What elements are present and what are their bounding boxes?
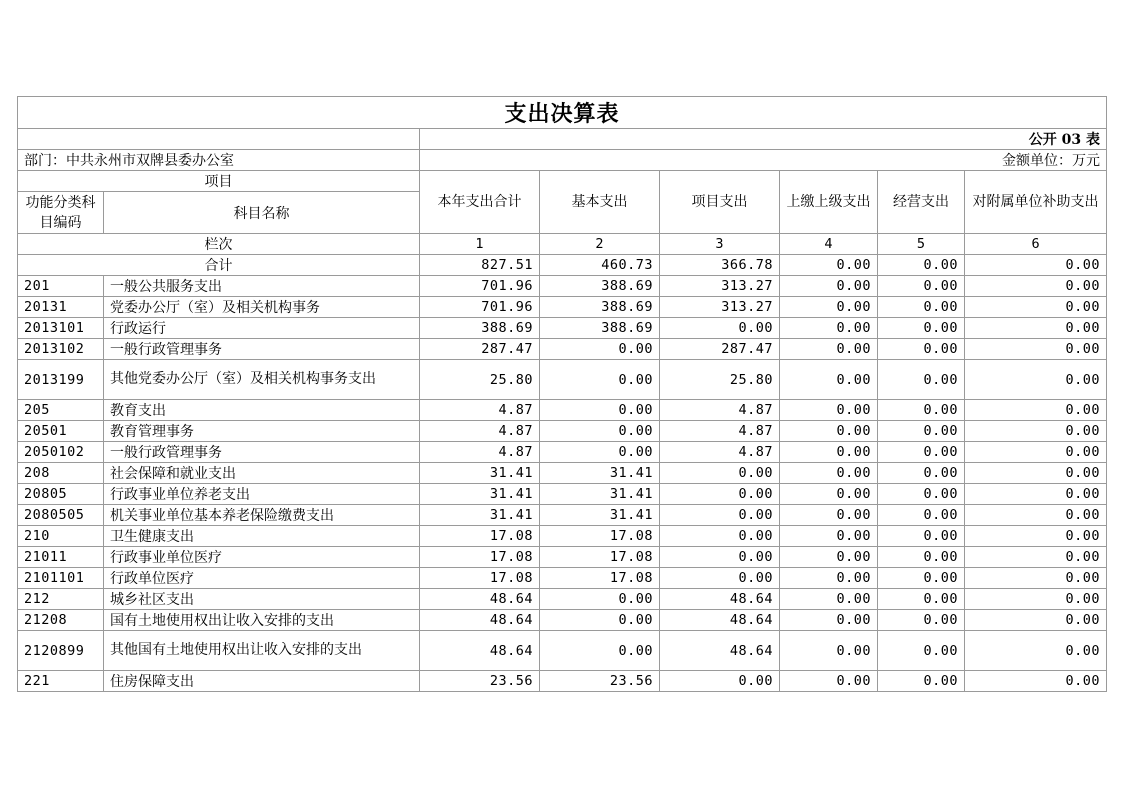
row-value: 0.00 — [660, 318, 780, 339]
row-code: 21011 — [18, 547, 104, 568]
col-number: 5 — [878, 234, 965, 255]
row-value: 31.41 — [540, 484, 660, 505]
row-code: 2120899 — [18, 631, 104, 671]
row-value: 0.00 — [780, 463, 878, 484]
row-value: 0.00 — [878, 526, 965, 547]
table-row — [18, 463, 1107, 484]
row-value: 287.47 — [660, 339, 780, 360]
row-name: 城乡社区支出 — [104, 589, 420, 610]
row-value: 0.00 — [540, 400, 660, 421]
row-value: 0.00 — [780, 589, 878, 610]
row-value: 0.00 — [965, 421, 1107, 442]
total-value: 0.00 — [878, 255, 965, 276]
row-value: 0.00 — [965, 547, 1107, 568]
row-value: 31.41 — [540, 463, 660, 484]
header-total: 本年支出合计 — [420, 171, 540, 234]
table-row — [18, 360, 1107, 400]
row-value: 0.00 — [878, 671, 965, 692]
row-name: 教育支出 — [104, 400, 420, 421]
row-value: 0.00 — [965, 568, 1107, 589]
row-value: 31.41 — [420, 505, 540, 526]
table-row — [18, 339, 1107, 360]
totals-label: 合计 — [18, 255, 420, 276]
row-name: 行政事业单位医疗 — [104, 547, 420, 568]
row-value: 0.00 — [878, 276, 965, 297]
row-value: 0.00 — [878, 631, 965, 671]
row-name: 住房保障支出 — [104, 671, 420, 692]
row-value: 4.87 — [420, 421, 540, 442]
table-row — [18, 631, 1107, 671]
row-value: 17.08 — [540, 526, 660, 547]
row-value: 313.27 — [660, 297, 780, 318]
row-code: 2013102 — [18, 339, 104, 360]
table-row — [18, 547, 1107, 568]
row-value: 0.00 — [540, 442, 660, 463]
row-value: 0.00 — [780, 484, 878, 505]
col-number: 1 — [420, 234, 540, 255]
row-value: 0.00 — [878, 547, 965, 568]
row-value: 0.00 — [878, 610, 965, 631]
header-subject-name: 科目名称 — [104, 192, 420, 234]
row-value: 0.00 — [780, 442, 878, 463]
row-value: 0.00 — [965, 339, 1107, 360]
row-value: 0.00 — [780, 400, 878, 421]
row-value: 25.80 — [660, 360, 780, 400]
row-value: 0.00 — [965, 360, 1107, 400]
row-value: 0.00 — [660, 547, 780, 568]
form-number: 公开 03 表 — [420, 129, 1107, 150]
expenditure-table — [17, 96, 1107, 692]
row-value: 0.00 — [878, 442, 965, 463]
table-row — [18, 421, 1107, 442]
header-basic: 基本支出 — [540, 171, 660, 234]
row-value: 0.00 — [965, 463, 1107, 484]
row-name: 其他国有土地使用权出让收入安排的支出 — [104, 631, 420, 671]
table-row — [18, 589, 1107, 610]
row-value: 0.00 — [660, 484, 780, 505]
form-no-row — [18, 129, 1107, 150]
col-number: 2 — [540, 234, 660, 255]
row-value: 0.00 — [965, 442, 1107, 463]
total-value: 0.00 — [780, 255, 878, 276]
row-value: 23.56 — [540, 671, 660, 692]
row-value: 17.08 — [420, 547, 540, 568]
row-value: 0.00 — [780, 568, 878, 589]
row-value: 48.64 — [660, 631, 780, 671]
column-index-row — [18, 234, 1107, 255]
row-value: 0.00 — [540, 421, 660, 442]
row-name: 教育管理事务 — [104, 421, 420, 442]
row-value: 0.00 — [780, 421, 878, 442]
row-value: 388.69 — [540, 318, 660, 339]
title-row — [18, 97, 1107, 129]
col-number: 4 — [780, 234, 878, 255]
row-value: 48.64 — [660, 610, 780, 631]
header-func-code: 功能分类科目编码 — [18, 192, 104, 234]
total-value: 827.51 — [420, 255, 540, 276]
row-value: 0.00 — [965, 484, 1107, 505]
row-name: 一般公共服务支出 — [104, 276, 420, 297]
row-code: 2013101 — [18, 318, 104, 339]
row-value: 0.00 — [965, 318, 1107, 339]
row-value: 0.00 — [540, 631, 660, 671]
row-value: 48.64 — [420, 610, 540, 631]
row-value: 0.00 — [780, 505, 878, 526]
row-value: 0.00 — [660, 526, 780, 547]
row-value: 0.00 — [780, 610, 878, 631]
row-value: 313.27 — [660, 276, 780, 297]
row-value: 0.00 — [878, 568, 965, 589]
row-code: 2050102 — [18, 442, 104, 463]
table-row — [18, 276, 1107, 297]
row-value: 0.00 — [540, 360, 660, 400]
row-value: 0.00 — [965, 297, 1107, 318]
row-value: 0.00 — [660, 568, 780, 589]
table-row — [18, 526, 1107, 547]
row-value: 0.00 — [780, 360, 878, 400]
row-value: 0.00 — [965, 505, 1107, 526]
row-name: 一般行政管理事务 — [104, 442, 420, 463]
row-value: 4.87 — [420, 400, 540, 421]
table-row — [18, 610, 1107, 631]
row-value: 388.69 — [540, 297, 660, 318]
row-value: 0.00 — [660, 463, 780, 484]
row-code: 212 — [18, 589, 104, 610]
row-value: 0.00 — [540, 610, 660, 631]
row-value: 23.56 — [420, 671, 540, 692]
row-value: 0.00 — [660, 671, 780, 692]
table-row — [18, 671, 1107, 692]
totals-row — [18, 255, 1107, 276]
header-business: 经营支出 — [878, 171, 965, 234]
header-upper: 上缴上级支出 — [780, 171, 878, 234]
row-value: 287.47 — [420, 339, 540, 360]
row-value: 0.00 — [878, 505, 965, 526]
row-code: 201 — [18, 276, 104, 297]
row-name: 行政单位医疗 — [104, 568, 420, 589]
row-value: 0.00 — [780, 671, 878, 692]
row-value: 25.80 — [420, 360, 540, 400]
col-number: 3 — [660, 234, 780, 255]
row-value: 4.87 — [660, 400, 780, 421]
row-value: 0.00 — [540, 589, 660, 610]
row-code: 2080505 — [18, 505, 104, 526]
row-code: 2013199 — [18, 360, 104, 400]
row-value: 0.00 — [965, 671, 1107, 692]
row-code: 21208 — [18, 610, 104, 631]
header-subsidy: 对附属单位补助支出 — [965, 171, 1107, 234]
row-name: 卫生健康支出 — [104, 526, 420, 547]
row-name: 行政运行 — [104, 318, 420, 339]
row-value: 0.00 — [780, 547, 878, 568]
row-value: 0.00 — [965, 526, 1107, 547]
row-code: 20805 — [18, 484, 104, 505]
header-item: 项目 — [18, 171, 420, 192]
total-value: 0.00 — [965, 255, 1107, 276]
table-title: 支出决算表 — [18, 97, 1107, 129]
row-value: 0.00 — [965, 589, 1107, 610]
row-value: 48.64 — [660, 589, 780, 610]
header-row-1 — [18, 171, 1107, 192]
table-row — [18, 568, 1107, 589]
row-value: 17.08 — [420, 526, 540, 547]
header-project: 项目支出 — [660, 171, 780, 234]
row-name: 党委办公厅（室）及相关机构事务 — [104, 297, 420, 318]
row-value: 388.69 — [420, 318, 540, 339]
row-name: 行政事业单位养老支出 — [104, 484, 420, 505]
row-value: 17.08 — [540, 568, 660, 589]
row-value: 31.41 — [420, 463, 540, 484]
row-value: 0.00 — [878, 463, 965, 484]
row-value: 0.00 — [878, 297, 965, 318]
total-value: 460.73 — [540, 255, 660, 276]
row-value: 0.00 — [540, 339, 660, 360]
row-value: 4.87 — [420, 442, 540, 463]
row-name: 社会保障和就业支出 — [104, 463, 420, 484]
row-value: 388.69 — [540, 276, 660, 297]
row-value: 0.00 — [780, 339, 878, 360]
row-value: 701.96 — [420, 297, 540, 318]
table-row — [18, 297, 1107, 318]
col-number: 6 — [965, 234, 1107, 255]
row-value: 0.00 — [878, 318, 965, 339]
row-value: 0.00 — [965, 610, 1107, 631]
table-row — [18, 400, 1107, 421]
row-value: 0.00 — [965, 276, 1107, 297]
row-code: 210 — [18, 526, 104, 547]
row-code: 221 — [18, 671, 104, 692]
row-value: 0.00 — [780, 276, 878, 297]
row-value: 0.00 — [660, 505, 780, 526]
row-value: 17.08 — [420, 568, 540, 589]
row-value: 0.00 — [780, 297, 878, 318]
row-value: 0.00 — [780, 318, 878, 339]
row-value: 0.00 — [878, 360, 965, 400]
row-name: 机关事业单位基本养老保险缴费支出 — [104, 505, 420, 526]
row-value: 0.00 — [878, 589, 965, 610]
table-row — [18, 318, 1107, 339]
table-row — [18, 484, 1107, 505]
row-name: 其他党委办公厅（室）及相关机构事务支出 — [104, 360, 420, 400]
row-value: 0.00 — [878, 339, 965, 360]
row-value: 0.00 — [878, 484, 965, 505]
row-code: 205 — [18, 400, 104, 421]
row-value: 0.00 — [878, 400, 965, 421]
row-value: 4.87 — [660, 442, 780, 463]
row-value: 0.00 — [780, 526, 878, 547]
row-code: 208 — [18, 463, 104, 484]
row-code: 20501 — [18, 421, 104, 442]
row-value: 0.00 — [780, 631, 878, 671]
meta-row — [18, 150, 1107, 171]
table-row — [18, 505, 1107, 526]
unit-label: 金额单位：万元 — [420, 150, 1107, 171]
row-code: 20131 — [18, 297, 104, 318]
row-value: 31.41 — [540, 505, 660, 526]
column-index-label: 栏次 — [18, 234, 420, 255]
row-value: 0.00 — [965, 631, 1107, 671]
row-value: 4.87 — [660, 421, 780, 442]
department-label: 部门：中共永州市双牌县委办公室 — [18, 150, 420, 171]
table-row — [18, 442, 1107, 463]
row-value: 0.00 — [878, 421, 965, 442]
row-value: 31.41 — [420, 484, 540, 505]
row-name: 国有土地使用权出让收入安排的支出 — [104, 610, 420, 631]
row-value: 701.96 — [420, 276, 540, 297]
row-code: 2101101 — [18, 568, 104, 589]
row-value: 48.64 — [420, 589, 540, 610]
row-value: 48.64 — [420, 631, 540, 671]
row-value: 17.08 — [540, 547, 660, 568]
row-value: 0.00 — [965, 400, 1107, 421]
row-name: 一般行政管理事务 — [104, 339, 420, 360]
total-value: 366.78 — [660, 255, 780, 276]
